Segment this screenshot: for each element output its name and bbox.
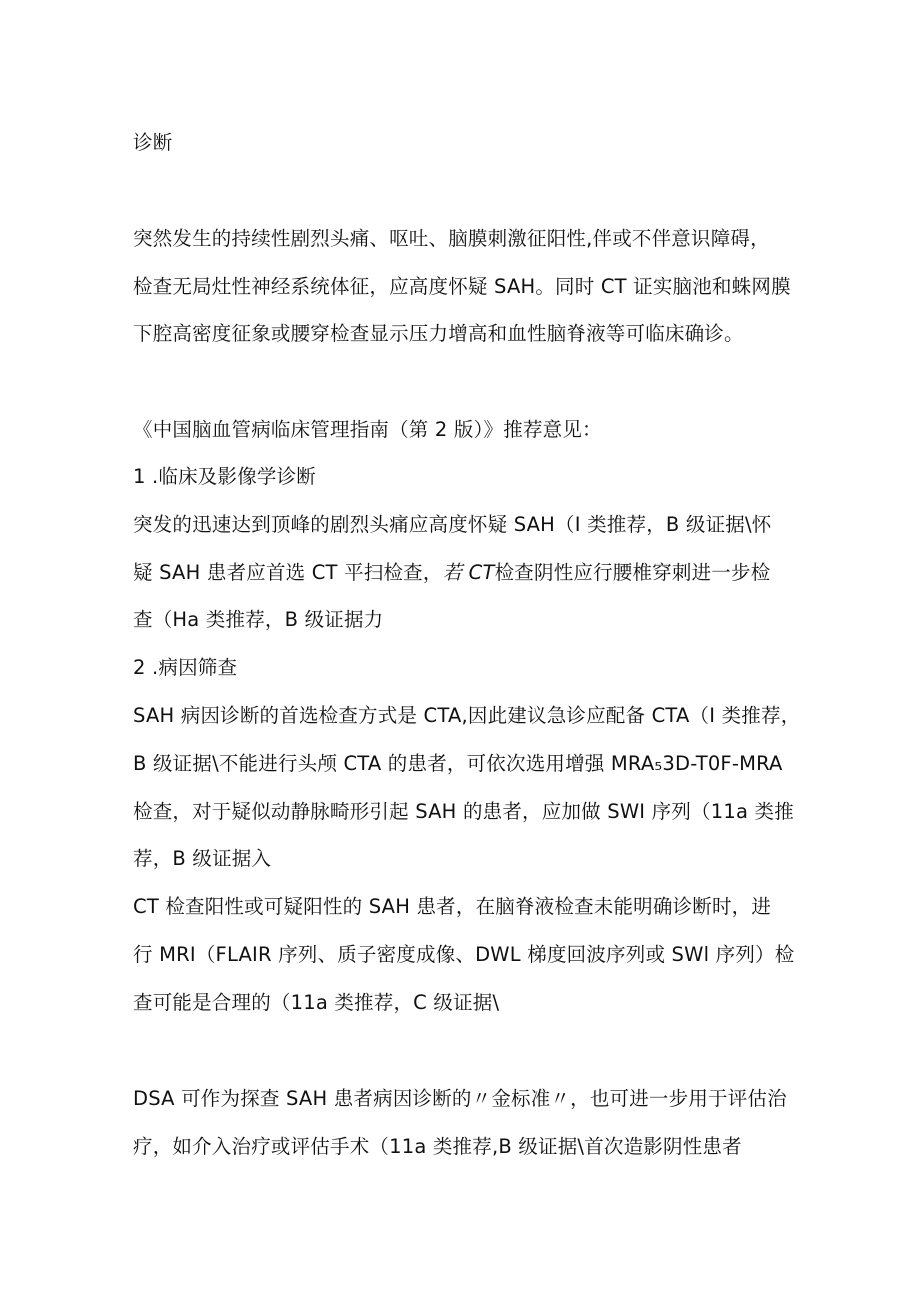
paragraph-line: CT 检查阳性或可疑阳性的 SAH 患者，在脑脊液检查未能明确诊断时，进 [133, 895, 772, 918]
paragraph-line: SAH 病因诊断的首选检查方式是 CTA,因此建议急诊应配备 CTA（I 类推荐， [133, 704, 801, 727]
paragraph-line: DSA 可作为探查 SAH 患者病因诊断的〃金标准〃，也可进一步用于评估治 [133, 1087, 787, 1110]
section-heading: 诊断 [133, 131, 173, 154]
paragraph-line: 突然发生的持续性剧烈头痛、呕吐、脑膜刺激征阳性,伴或不伴意识障碍， [133, 227, 770, 250]
paragraph-line [133, 560, 813, 586]
paragraph-line: 行 MRI（FLAIR 序列、质子密度成像、DWL 梯度回波序列或 SWl 序列）检 [133, 943, 795, 966]
paragraph-line: 突发的迅速达到顶峰的剧烈头痛应高度怀疑 SAH（I 类推荐，B 级证据\怀 [133, 513, 772, 536]
paragraph-line: 检查，对于疑似动静脉畸形引起 SAH 的患者，应加做 SWI 序列（11a 类推 [133, 800, 794, 823]
guideline-title: 《中国脑血管病临床管理指南（第 2 版）》推荐意见： [133, 418, 602, 441]
text-segment: 检查阴性应行腰椎穿刺进一步检 [494, 561, 771, 584]
paragraph-line: 下腔高密度征象或腰穿检查显示压力增高和血性脑脊液等可临床确诊。 [133, 322, 744, 345]
text-segment: 疑 SAH 患者应首选 CT 平扫检查， [133, 561, 443, 584]
paragraph-line: 疗，如介入治疗或评估手术（11a 类推荐,B 级证据\首次造影阴性患者 [133, 1135, 742, 1158]
paragraph-line: 查（Ha 类推荐，B 级证据力 [133, 608, 384, 631]
paragraph-line: 荐，B 级证据入 [133, 847, 272, 870]
italic-text-segment: 若 CT [442, 561, 495, 584]
section-2-title: 2 .病因筛查 [133, 656, 238, 679]
paragraph-line: 检查无局灶性神经系统体征，应高度怀疑 SAH。同时 CT 证实脑池和蛛网膜 [133, 275, 791, 298]
paragraph-line: B 级证据\不能进行头颅 CTA 的患者，可依次选用增强 MRA₅3D-T0F-MRA [133, 752, 783, 775]
section-1-title: 1 .临床及影像学诊断 [133, 465, 317, 488]
paragraph-line: 查可能是合理的（11a 类推荐，C 级证据\ [133, 991, 500, 1014]
